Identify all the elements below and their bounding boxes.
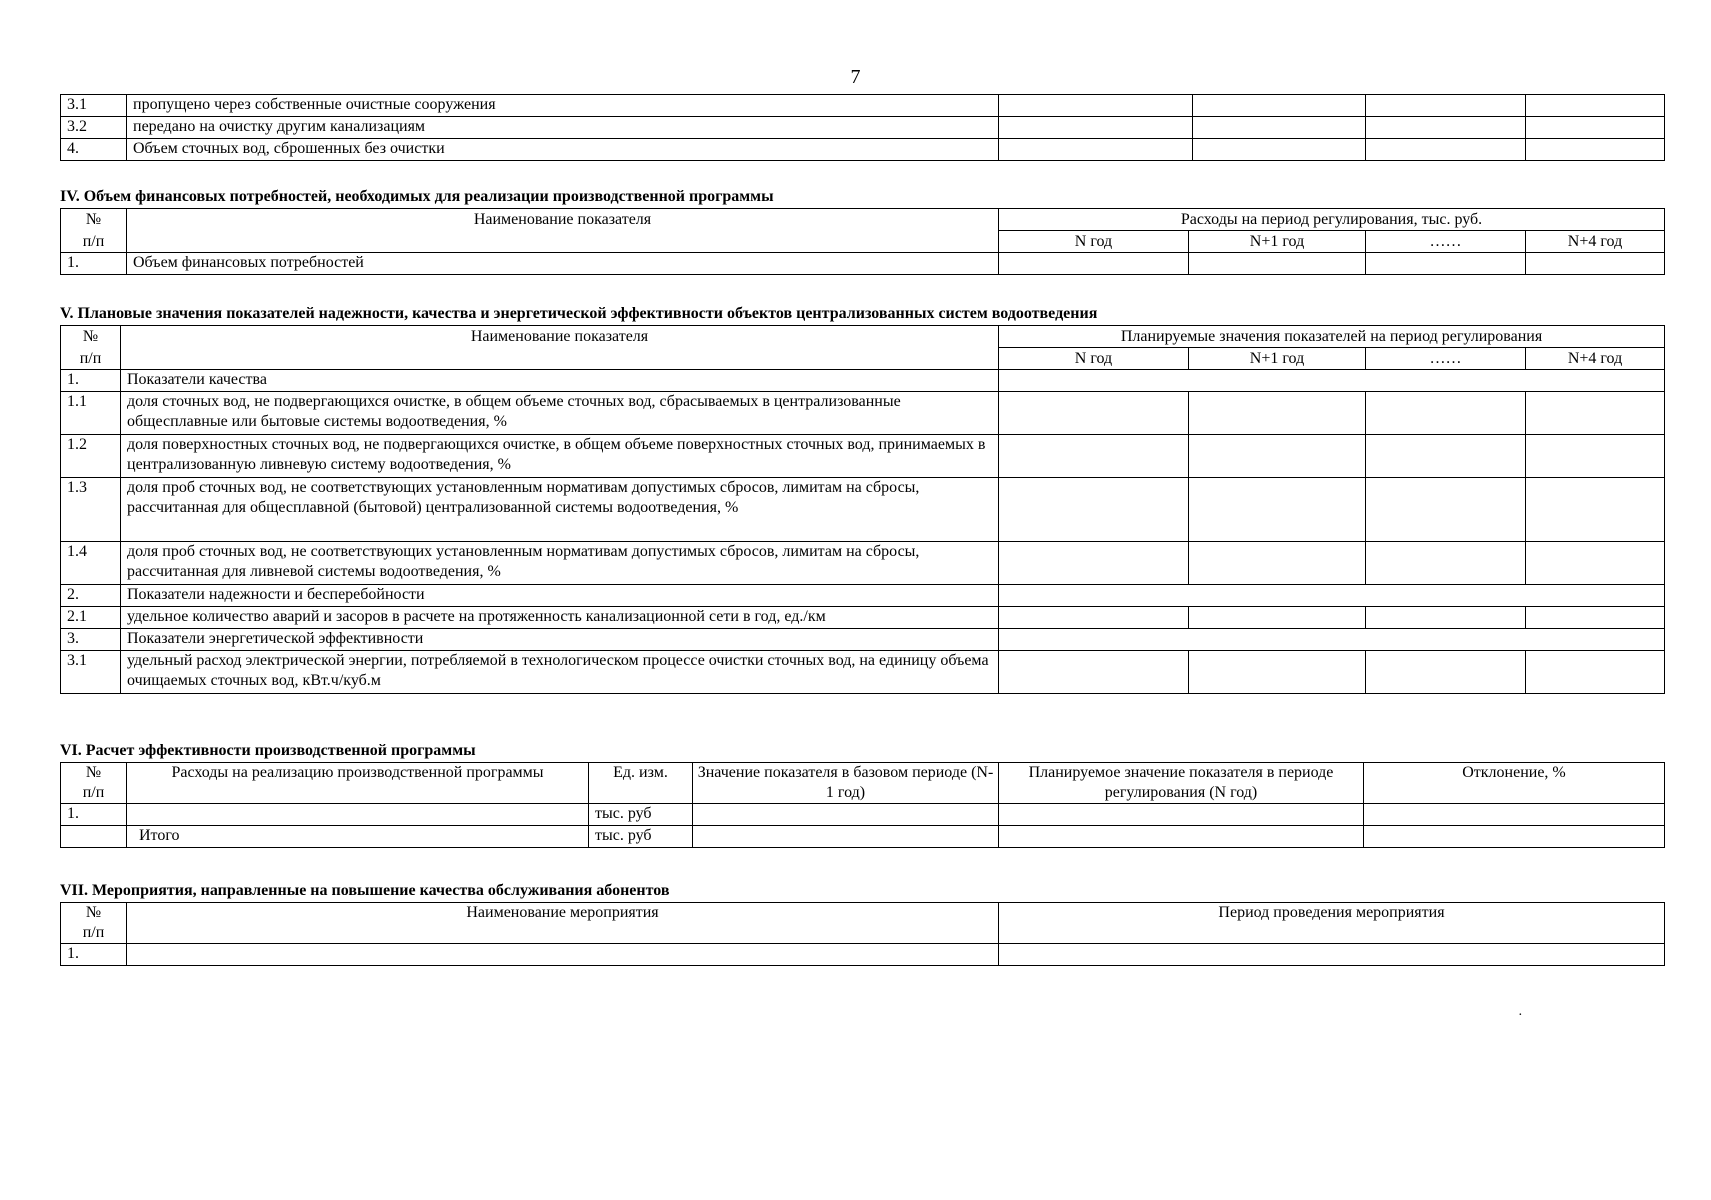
section-vi — [60, 742, 1664, 848]
section-v-title: V. Плановые значения показателей надежности, качества и энергетической эффективности объектов централизованных систем водоотведения — [60, 305, 1098, 322]
value-cell[interactable] — [1189, 651, 1366, 694]
table-header-row — [61, 231, 1665, 253]
col-num-header-line-2: п/п — [82, 784, 105, 801]
table-row — [61, 95, 1665, 117]
col-num-header-2: п/п — [61, 231, 127, 253]
value-cell[interactable] — [1366, 117, 1526, 139]
col-name-header: Наименование показателя — [127, 209, 999, 231]
row-name: Объем финансовых потребностей — [127, 253, 999, 275]
row-unit: тыс. руб — [589, 826, 693, 848]
table-row — [61, 804, 1665, 826]
row-number: 2.1 — [61, 607, 121, 629]
col-num-header-line-1: № — [85, 904, 102, 921]
table-row — [61, 370, 1665, 392]
value-cell[interactable] — [999, 826, 1364, 848]
value-cell[interactable] — [693, 826, 999, 848]
value-cell[interactable] — [1189, 253, 1366, 275]
value-cell[interactable] — [1366, 542, 1526, 585]
value-cell[interactable] — [999, 804, 1364, 826]
year-header: N год — [999, 348, 1189, 370]
table-header-row — [61, 763, 1665, 804]
col-dev-header: Отклонение, % — [1364, 763, 1665, 804]
section-vi-table — [60, 762, 1665, 848]
col-base-header: Значение показателя в базовом периоде (N-1 год) — [693, 763, 999, 804]
table-header-row — [61, 903, 1665, 944]
value-cell[interactable] — [1526, 95, 1665, 117]
col-num-header-2: п/п — [61, 348, 121, 370]
row-name: доля проб сточных вод, не соответствующих установленным нормативам допустимых сбросов, лимитам на сбросы, рассчитанная для ливневой системы водоотведения, % — [121, 542, 999, 585]
section-vi-title: VI. Расчет эффективности производственной программы — [60, 742, 476, 759]
value-cell[interactable] — [999, 117, 1193, 139]
row-number: 1. — [61, 804, 127, 826]
value-cell[interactable] — [1193, 139, 1366, 161]
year-header: …… — [1366, 231, 1526, 253]
value-cell[interactable] — [1189, 607, 1366, 629]
year-header: N год — [999, 231, 1189, 253]
section-vii-title: VII. Мероприятия, направленные на повышение качества обслуживания абонентов — [60, 882, 670, 899]
table-header-row — [61, 348, 1665, 370]
row-name: Показатели энергетической эффективности — [121, 629, 999, 651]
row-name: доля проб сточных вод, не соответствующих установленным нормативам допустимых сбросов, лимитам на сбросы, рассчитанная для общесплавной (бытовой) централизованной системы водоотведения, % — [121, 478, 999, 542]
row-unit: тыс. руб — [589, 804, 693, 826]
col-num-header — [61, 903, 127, 944]
row-name: Показатели надежности и бесперебойности — [121, 585, 999, 607]
value-cell[interactable] — [1526, 392, 1665, 435]
col-num-header: № — [61, 209, 127, 231]
section-v-table — [60, 325, 1665, 694]
year-header: N+4 год — [1526, 231, 1665, 253]
row-name: Показатели качества — [121, 370, 999, 392]
top-table-block — [60, 94, 1664, 161]
value-cell[interactable] — [999, 370, 1665, 392]
value-cell[interactable] — [1526, 542, 1665, 585]
table-row — [61, 392, 1665, 435]
value-cell[interactable] — [1526, 253, 1665, 275]
value-cell[interactable] — [1366, 95, 1526, 117]
value-cell[interactable] — [127, 944, 999, 966]
table-row — [61, 585, 1665, 607]
value-cell[interactable] — [999, 478, 1189, 542]
value-cell[interactable] — [999, 629, 1665, 651]
table-row — [61, 117, 1665, 139]
row-number: 3.1 — [61, 651, 121, 694]
table-row — [61, 435, 1665, 478]
table-row — [61, 253, 1665, 275]
value-cell[interactable] — [1189, 435, 1366, 478]
row-name — [127, 804, 589, 826]
value-cell[interactable] — [1366, 139, 1526, 161]
row-number: 3. — [61, 629, 121, 651]
page-number: 7 — [850, 66, 861, 88]
row-name: Итого — [127, 826, 589, 848]
value-cell[interactable] — [999, 139, 1193, 161]
table-row — [61, 826, 1665, 848]
row-name: передано на очистку другим канализациям — [127, 117, 999, 139]
value-cell[interactable] — [999, 585, 1665, 607]
col-plan-header: Планируемое значение показателя в периоде регулирования (N год) — [999, 763, 1364, 804]
value-cell[interactable] — [999, 607, 1189, 629]
table-row — [61, 629, 1665, 651]
value-cell[interactable] — [1364, 804, 1665, 826]
value-cell[interactable] — [999, 944, 1665, 966]
table-header-row — [61, 326, 1665, 348]
row-number: 1.1 — [61, 392, 121, 435]
value-cell[interactable] — [1366, 607, 1526, 629]
col-num-header — [61, 763, 127, 804]
table-row — [61, 944, 1665, 966]
value-cell[interactable] — [1526, 478, 1665, 542]
col-name-header-empty — [121, 348, 999, 370]
value-cell[interactable] — [999, 392, 1189, 435]
value-cell[interactable] — [1366, 651, 1526, 694]
col-num-header-line-1: № — [85, 764, 102, 781]
year-header: N+1 год — [1189, 231, 1366, 253]
value-cell[interactable] — [999, 651, 1189, 694]
row-number: 1.2 — [61, 435, 121, 478]
stray-dot: · — [1518, 1008, 1523, 1023]
value-cell[interactable] — [1526, 651, 1665, 694]
row-number: 1. — [61, 370, 121, 392]
value-cell[interactable] — [1189, 392, 1366, 435]
col-name-header: Расходы на реализацию производственной программы — [127, 763, 589, 804]
row-number: 1.4 — [61, 542, 121, 585]
row-number: 1.3 — [61, 478, 121, 542]
value-cell[interactable] — [1189, 542, 1366, 585]
col-num-header: № — [61, 326, 121, 348]
value-cell[interactable] — [1366, 435, 1526, 478]
table-row — [61, 139, 1665, 161]
row-name: доля поверхностных сточных вод, не подвергающихся очистке, в общем объеме поверхностных сточных вод, принимаемых в централизованную ливневую систему водоотведения, % — [121, 435, 999, 478]
value-cell[interactable] — [1189, 478, 1366, 542]
row-number: 3.1 — [61, 95, 127, 117]
value-cell[interactable] — [1366, 253, 1526, 275]
col-name-header: Наименование показателя — [121, 326, 999, 348]
value-cell[interactable] — [693, 804, 999, 826]
value-cell[interactable] — [1526, 435, 1665, 478]
row-number: 1. — [61, 253, 127, 275]
table-row — [61, 478, 1665, 542]
top-table — [60, 94, 1665, 161]
table-header-row — [61, 209, 1665, 231]
row-number: 4. — [61, 139, 127, 161]
value-cell[interactable] — [1366, 392, 1526, 435]
value-cell[interactable] — [999, 542, 1189, 585]
row-name: удельное количество аварий и засоров в расчете на протяженность канализационной сети в год, ед./км — [121, 607, 999, 629]
col-name-header: Наименование мероприятия — [127, 903, 999, 944]
section-iv — [60, 188, 1664, 275]
row-number: 3.2 — [61, 117, 127, 139]
year-header: N+4 год — [1526, 348, 1665, 370]
row-name: Объем сточных вод, сброшенных без очистки — [127, 139, 999, 161]
value-cell[interactable] — [1526, 139, 1665, 161]
value-cell[interactable] — [1526, 607, 1665, 629]
year-header: …… — [1366, 348, 1526, 370]
row-number: 1. — [61, 944, 127, 966]
col-group-header: Планируемые значения показателей на период регулирования — [999, 326, 1665, 348]
row-name: доля сточных вод, не подвергающихся очистке, в общем объеме сточных вод, сбрасываемых в централизованные общесплавные или бытовые системы водоотведения, % — [121, 392, 999, 435]
row-number: 2. — [61, 585, 121, 607]
row-name: пропущено через собственные очистные сооружения — [127, 95, 999, 117]
value-cell[interactable] — [999, 435, 1189, 478]
col-name-header-empty — [127, 231, 999, 253]
value-cell[interactable] — [999, 95, 1193, 117]
year-header: N+1 год — [1189, 348, 1366, 370]
value-cell[interactable] — [1193, 95, 1366, 117]
section-vii-table — [60, 902, 1665, 966]
table-row — [61, 607, 1665, 629]
value-cell[interactable] — [1366, 478, 1526, 542]
value-cell[interactable] — [999, 253, 1189, 275]
value-cell[interactable] — [1526, 117, 1665, 139]
table-row — [61, 542, 1665, 585]
section-vii — [60, 882, 1664, 966]
value-cell[interactable] — [1364, 826, 1665, 848]
section-iv-title: IV. Объем финансовых потребностей, необходимых для реализации производственной программы — [60, 188, 774, 205]
section-iv-table — [60, 208, 1665, 275]
section-v — [60, 305, 1664, 694]
col-group-header: Расходы на период регулирования, тыс. руб. — [999, 209, 1665, 231]
value-cell[interactable] — [1193, 117, 1366, 139]
col-unit-header: Ед. изм. — [589, 763, 693, 804]
col-num-header-line-2: п/п — [82, 924, 105, 941]
row-name: удельный расход электрической энергии, потребляемой в технологическом процессе очистки сточных вод, на единицу объема очищаемых сточных вод, кВт.ч/куб.м — [121, 651, 999, 694]
col-period-header: Период проведения мероприятия — [999, 903, 1665, 944]
row-number — [61, 826, 127, 848]
table-row — [61, 651, 1665, 694]
